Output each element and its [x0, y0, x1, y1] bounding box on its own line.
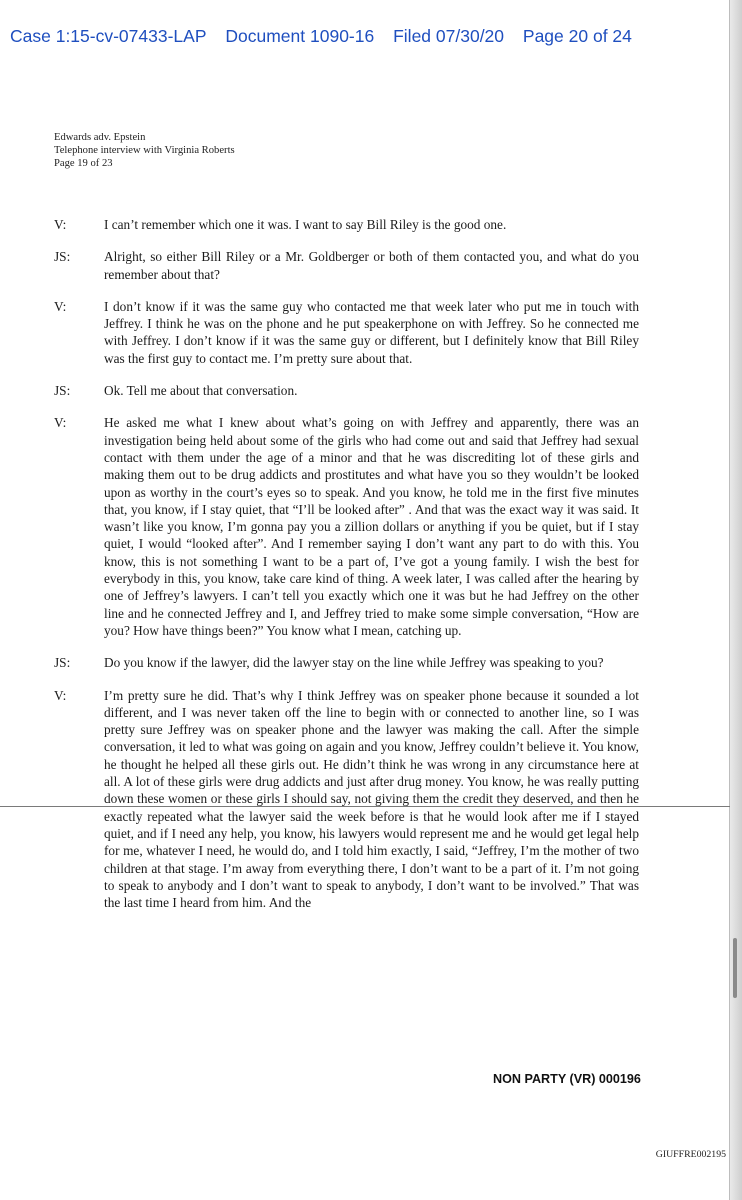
- speech-text: Do you know if the lawyer, did the lawyer stay on the line while Jeffrey was speaking to you?: [104, 655, 604, 671]
- case-number: Case 1:15-cv-07433-LAP: [10, 26, 207, 46]
- ecf-header: [10, 26, 730, 47]
- speech-text: I’m pretty sure he did. That’s why I think Jeffrey was on speaker phone because it sounded a lot different, and I was never taken off the line to begin with or connected to another line, so I was pretty sure Jeffrey was on speaker phone and the lawyer was making the call. After the simple conversation, it led to what was going on again and you know, Jeffrey couldn’t believe it. You know, he thought he helped all these girls out. He didn’t think he was wrong in any circumstance here at all. A lot of these girls were drug addicts and just after drug money. You know, he was really putting down these women or these girls I should say, not giving them the credit they deserved, and then he exactly repeated what the lawyer said the week before is that he would look after me if I stayed quiet, and if I need any help, you know, his lawyers would represent me and he would get legal help for me, whatever I need, he would do, and I told him exactly, I said, “Jeffrey, I’m the mother of two children at that stage. I’m away from everything there, I don’t want to be a part of it. I’m not going to speak to anybody and I don’t want to speak to anybody, I don’t want to be involved.” That was the last time I heard from him. And the: [104, 687, 639, 911]
- caption-interview-title: Telephone interview with Virginia Roberts: [54, 145, 235, 156]
- caption-page-number: Page 19 of 23: [54, 158, 113, 169]
- transcript-entry: [54, 248, 639, 283]
- speaker-label: V:: [54, 415, 67, 431]
- speaker-label: V:: [54, 687, 67, 703]
- page-count: Page 20 of 24: [522, 26, 632, 46]
- transcript: [54, 216, 639, 926]
- transcript-entry: [54, 414, 639, 639]
- transcript-entry: [54, 687, 639, 912]
- bates-number: NON PARTY (VR) 000196: [493, 1072, 641, 1086]
- speech-text: I don’t know if it was the same guy who contacted me that week later who put me in touch with Jeffrey. I think he was on the phone and he put speakerphone on with Jeffrey. So he connected me with Jeffrey. I don’t know if it was the same guy or different, but I definitely know that Bill Riley was the first guy to contact me. I’m pretty sure about that.: [104, 298, 639, 366]
- speaker-label: JS:: [54, 249, 71, 265]
- speaker-label: JS:: [54, 655, 71, 671]
- speech-text: Ok. Tell me about that conversation.: [104, 383, 298, 399]
- scrollbar-thumb[interactable]: [733, 938, 737, 998]
- speaker-label: V:: [54, 298, 67, 314]
- transcript-entry: [54, 654, 639, 671]
- speaker-label: V:: [54, 217, 67, 232]
- document-caption: [54, 131, 235, 170]
- bates-corner-number: GIUFFRE002195: [655, 1149, 726, 1160]
- transcript-entry: [54, 216, 639, 233]
- document-number: Document 1090-16: [225, 26, 375, 46]
- transcript-entry: [54, 382, 639, 399]
- speaker-label: JS:: [54, 383, 71, 399]
- filed-date: Filed 07/30/20: [393, 26, 505, 46]
- page-edge: [729, 0, 742, 1200]
- page-fold-line: [0, 806, 730, 807]
- transcript-entry: [54, 298, 639, 367]
- speech-text: Alright, so either Bill Riley or a Mr. Goldberger or both of them contacted you, and what do you remember about that?: [104, 249, 639, 282]
- caption-case-title: Edwards adv. Epstein: [54, 132, 146, 143]
- speech-text: I can’t remember which one it was. I want to say Bill Riley is the good one.: [104, 217, 507, 232]
- speech-text: He asked me what I knew about what’s going on with Jeffrey and apparently, there was an investigation being held about some of the girls who had come out and said that Jeffrey had sexual contact with them under the age of a minor and that he was discrediting lot of these girls and making them out to be drug addicts and prostitutes and what have you so they wouldn’t be looked upon as worthy in the court’s eyes so to speak. And you know, he told me in the first five minutes that, you know, if I stay quiet, that “I’ll be looked after” . And that was the exact way it was said. It wasn’t like you know, I’m gonna pay you a zillion dollars or anything if you be quiet, but if I stay quiet, I would “looked after”. And I remember saying I don’t want any part to do with this. You know, this is not something I want to be a part of, I’ve got a young family. I wish the best for everybody in this, you know, take care kind of thing. A week later, I was called after the hearing by one of Jeffrey’s lawyers. I can’t tell you exactly which one it was but he had Jeffrey on the other line and he connected Jeffrey and I, and Jeffrey tried to make some simple conversation, “How are you? How have things been?” You know what I mean, catching up.: [104, 415, 639, 638]
